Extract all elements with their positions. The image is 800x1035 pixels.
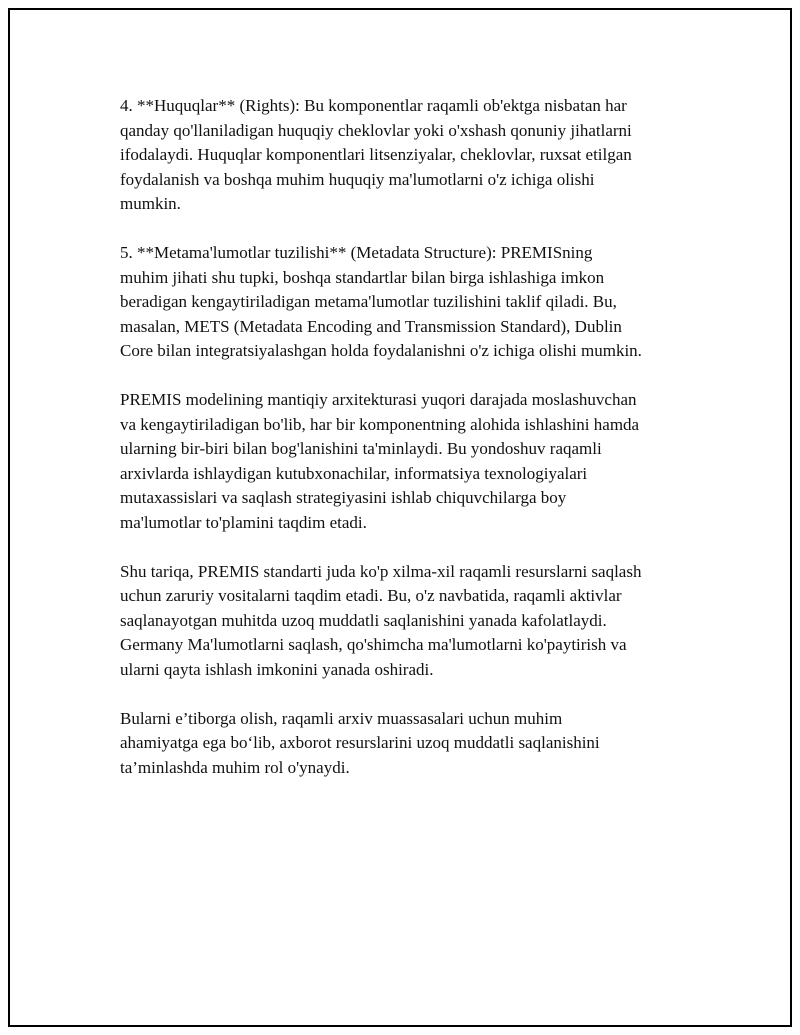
paragraph-conclusion xyxy=(120,707,720,781)
text-line: Shu tariqa, PREMIS standarti juda ko'p xilma-xil raqamli resurslarni saqlash xyxy=(120,561,642,581)
text-line: va kengaytiriladigan bo'lib, har bir komponentning alohida ishlashini hamda xyxy=(120,414,640,434)
text-line: ifodalaydi. Huquqlar komponentlari litsenziyalar, cheklovlar, ruxsat etilgan xyxy=(120,145,632,164)
text-line: 4. **Huquqlar** (Rights): Bu komponentlar raqamli ob'ektga nisbatan har xyxy=(120,96,627,115)
text-line: ahamiyatga ega bo‘lib, axborot resurslarini uzoq muddatli saqlanishini xyxy=(120,733,600,752)
text-line: ularni qayta ishlash imkonini yanada oshiradi. xyxy=(120,659,434,679)
text-line: Core bilan integratsiyalashgan holda foydalanishni o'z ichiga olishi mumkin. xyxy=(120,341,642,360)
text-line: ularning bir-biri bilan bog'lanishini ta'minlaydi. Bu yondoshuv raqamli xyxy=(120,439,602,458)
text-line: ma'lumotlar to'plamini taqdim etadi. xyxy=(120,512,367,532)
page-frame xyxy=(8,8,792,1027)
paragraph-standard xyxy=(120,560,720,683)
text-line: saqlanayotgan muhitda uzoq muddatli saqlanishini yanada kafolatlaydi. xyxy=(120,610,607,630)
text-line: mumkin. xyxy=(120,194,181,213)
paragraph-rights xyxy=(120,94,720,217)
text-line: 5. **Metama'lumotlar tuzilishi** (Metadata Structure): PREMISning xyxy=(120,243,593,262)
text-line: Bularni e’tiborga olish, raqamli arxiv muassasalari uchun muhim xyxy=(120,708,563,728)
text-line: uchun zaruriy vositalarni taqdim etadi. Bu, o'z navbatida, raqamli aktivlar xyxy=(120,586,622,605)
text-line: beradigan kengaytiriladigan metama'lumotlar tuzilishini taklif qiladi. Bu, xyxy=(120,292,617,311)
text-line: foydalanish va boshqa muhim huquqiy ma'lumotlarni o'z ichiga olishi xyxy=(120,169,595,189)
paragraph-metadata-structure xyxy=(120,241,720,364)
document-body xyxy=(120,94,720,805)
text-line: ta’minlashda muhim rol o'ynaydi. xyxy=(120,757,350,777)
text-line: qanday qo'llaniladigan huquqiy cheklovlar yoki o'xshash qonuniy jihatlarni xyxy=(120,120,632,140)
text-line: arxivlarda ishlaydigan kutubxonachilar, informatsiya texnologiyalari xyxy=(120,463,588,483)
text-line: PREMIS modelining mantiqiy arxitekturasi yuqori darajada moslashuvchan xyxy=(120,390,637,409)
text-line: muhim jihati shu tupki, boshqa standartlar bilan birga ishlashiga imkon xyxy=(120,267,605,287)
paragraph-architecture xyxy=(120,388,720,535)
text-line: masalan, METS (Metadata Encoding and Transmission Standard), Dublin xyxy=(120,316,622,336)
text-line: mutaxassislari va saqlash strategiyasini ishlab chiquvchilarga boy xyxy=(120,488,567,507)
text-line: Germany Ma'lumotlarni saqlash, qo'shimcha ma'lumotlarni ko'paytirish va xyxy=(120,635,627,654)
